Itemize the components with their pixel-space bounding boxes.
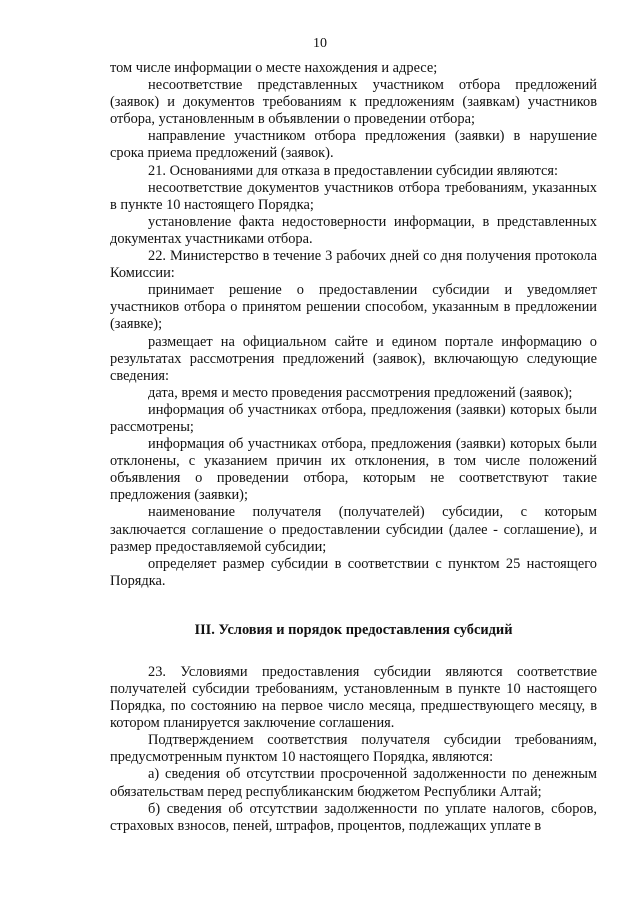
paragraph: несоответствие документов участников отбора требованиям, указанных в пункте 10 настоящего Порядка;: [110, 179, 597, 213]
paragraph: принимает решение о предоставлении субсидии и уведомляет участников отбора о принятом решении способом, указанным в предложении (заявке);: [110, 282, 597, 333]
paragraph: размещает на официальном сайте и едином портале информацию о результатах рассмотрения предложений (заявок), включающую следующие сведения:: [110, 333, 597, 384]
paragraph: несоответствие представленных участником отбора предложений (заявок) и документов требованиям к предложениям (заявкам) участников отбора, установленным в объявлении о проведении отбора;: [110, 77, 597, 128]
section-heading: III. Условия и порядок предоставления субсидий: [194, 621, 513, 638]
paragraph: том числе информации о месте нахождения и адресе;: [110, 60, 438, 76]
paragraph: 21. Основаниями для отказа в предоставлении субсидии являются:: [148, 162, 558, 179]
page-number: 10: [313, 36, 327, 51]
document-body: [110, 60, 597, 835]
paragraph: наименование получателя (получателей) субсидии, с которым заключается соглашение о предоставлении субсидии (далее - соглашение), и размер предоставляемой субсидии;: [110, 504, 597, 555]
paragraph: а) сведения об отсутствии просроченной задолженности по денежным обязательствам перед республиканским бюджетом Республики Алтай;: [110, 766, 597, 800]
paragraph: информация об участниках отбора, предложения (заявки) которых были отклонены, с указанием причин их отклонения, в том числе положений объявления о проведении отбора, которым не соответствуют такие предложения (заявки);: [110, 436, 597, 504]
paragraph: информация об участниках отбора, предложения (заявки) которых были рассмотрены;: [110, 401, 597, 435]
paragraph: установление факта недостоверности информации, в представленных документах участниками отбора.: [110, 213, 597, 247]
paragraph: б) сведения об отсутствии задолженности по уплате налогов, сборов, страховых взносов, пеней, штрафов, процентов, подлежащих уплате в: [110, 800, 597, 834]
paragraph: направление участником отбора предложения (заявки) в нарушение срока приема предложений (заявок).: [110, 128, 597, 162]
paragraphs-before-section: [110, 60, 597, 590]
paragraph: Подтверждением соответствия получателя субсидии требованиям, предусмотренным пунктом 10 настоящего Порядка, являются:: [110, 732, 597, 766]
paragraphs-after-section: [110, 664, 597, 835]
paragraph: 22. Министерство в течение 3 рабочих дней со дня получения протокола Комиссии:: [110, 248, 597, 282]
paragraph: дата, время и место проведения рассмотрения предложений (заявок);: [148, 384, 573, 401]
paragraph: определяет размер субсидии в соответствии с пунктом 25 настоящего Порядка.: [110, 555, 597, 589]
paragraph: 23. Условиями предоставления субсидии являются соответствие получателей субсидии требованиям, установленным в пункте 10 настоящего Порядка, по состоянию на первое число месяца, предшествующего месяцу, в котором планируется заключение соглашения.: [110, 663, 597, 732]
